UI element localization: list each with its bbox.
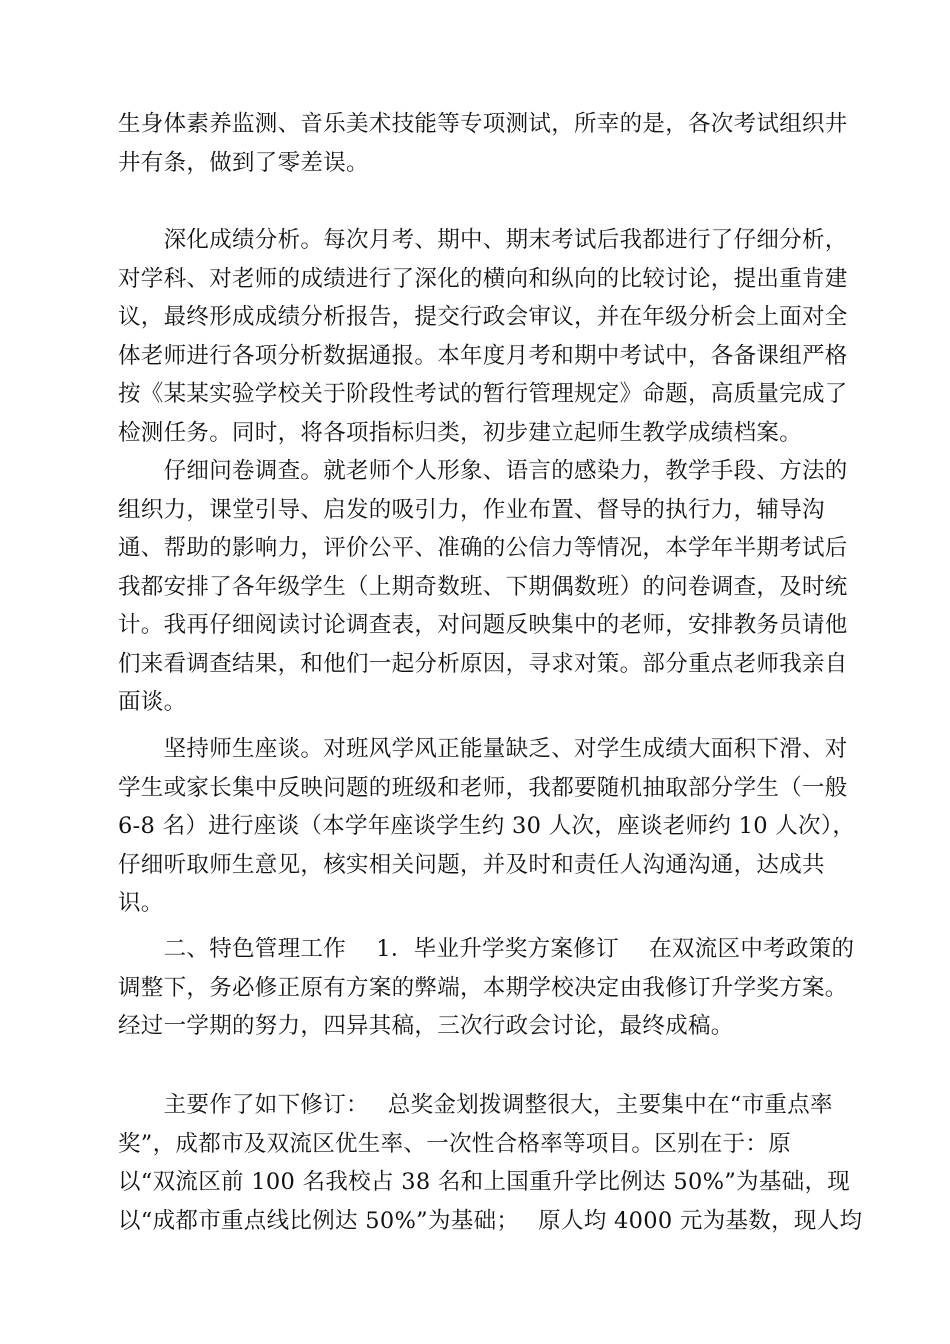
text-line: 面谈。 [118, 689, 187, 715]
text-line: 井有条，做到了零差误。 [118, 149, 369, 176]
text-line: 6-8 名）进行座谈（本学年座谈学生约 30 人次，座谈老师约 10 人次）， [118, 813, 856, 839]
paragraph-4 [118, 730, 856, 923]
text-line: 识。 [118, 890, 164, 916]
text-line: 我都安排了各年级学生（上期奇数班、下期偶数班）的问卷调查，及时统 [118, 573, 848, 600]
text-line: 奖”，成都市及双流区优生率、一次性合格率等项目。区别在于：原 [118, 1130, 792, 1157]
text-line: 经过一学期的努力，四异其稿，三次行政会讨论，最终成稿。 [118, 1013, 734, 1039]
text-line: 议，最终形成成绩分析报告，提交行政会审议，并在年级分析会上面对全 [118, 304, 848, 330]
paragraph-6 [118, 1086, 863, 1240]
text-line: 体老师进行各项分析数据通报。本年度月考和期中考试中，各备课组严格 [118, 342, 848, 369]
text-line: 仔细问卷调查。就老师个人形象、语言的感染力，教学手段、方法的 [118, 458, 848, 484]
text-line: 学生或家长集中反映问题的班级和老师，我都要随机抽取部分学生（一般 [118, 774, 848, 801]
text-line: 主要作了如下修订： 总奖金划拨调整很大，主要集中在“市重点率 [118, 1092, 833, 1118]
text-line: 按《某某实验学校关于阶段性考试的暂行管理规定》命题，高质量完成了 [118, 381, 848, 407]
text-line: 调整下，务必修正原有方案的弊端，本期学校决定由我修订升学奖方案。 [118, 974, 848, 1001]
text-line: 通、帮助的影响力，评价公平、准确的公信力等情况，本学年半期考试后 [118, 535, 848, 561]
text-line: 们来看调查结果，和他们一起分析原因，寻求对策。部分重点老师我亲自 [118, 650, 848, 677]
text-line: 以“成都市重点线比例达 50%”为基础； 原人均 4000 元为基数，现人均 [118, 1207, 863, 1234]
text-line: 检测任务。同时，将各项指标归类，初步建立起师生教学成绩档案。 [118, 419, 803, 446]
text-line: 仔细听取师生意见，核实相关问题，并及时和责任人沟通沟通，达成共 [118, 851, 825, 878]
text-line: 生身体素养监测、音乐美术技能等专项测试，所幸的是，各次考试组织井 [118, 111, 848, 137]
text-line: 深化成绩分析。每次月考、期中、期末考试后我都进行了仔细分析， [118, 227, 848, 253]
text-line: 对学科、对老师的成绩进行了深化的横向和纵向的比较讨论，提出重肯建 [118, 265, 848, 292]
text-line: 组织力，课堂引导、启发的吸引力，作业布置、督导的执行力，辅导沟 [118, 496, 825, 523]
text-line: 以“双流区前 100 名我校占 38 名和上国重升学比例达 50%”为基础，现 [118, 1169, 851, 1195]
paragraph-3 [118, 452, 848, 722]
paragraph-5 [118, 930, 855, 1046]
paragraph-1 [118, 105, 848, 182]
text-line: 二、特色管理工作 1．毕业升学奖方案修订 在双流区中考政策的 [118, 936, 855, 962]
text-line: 计。我再仔细阅读讨论调查表，对问题反映集中的老师，安排教务员请他 [118, 612, 848, 638]
paragraph-2 [118, 221, 848, 452]
text-line: 坚持师生座谈。对班风学风正能量缺乏、对学生成绩大面积下滑、对 [118, 736, 848, 762]
